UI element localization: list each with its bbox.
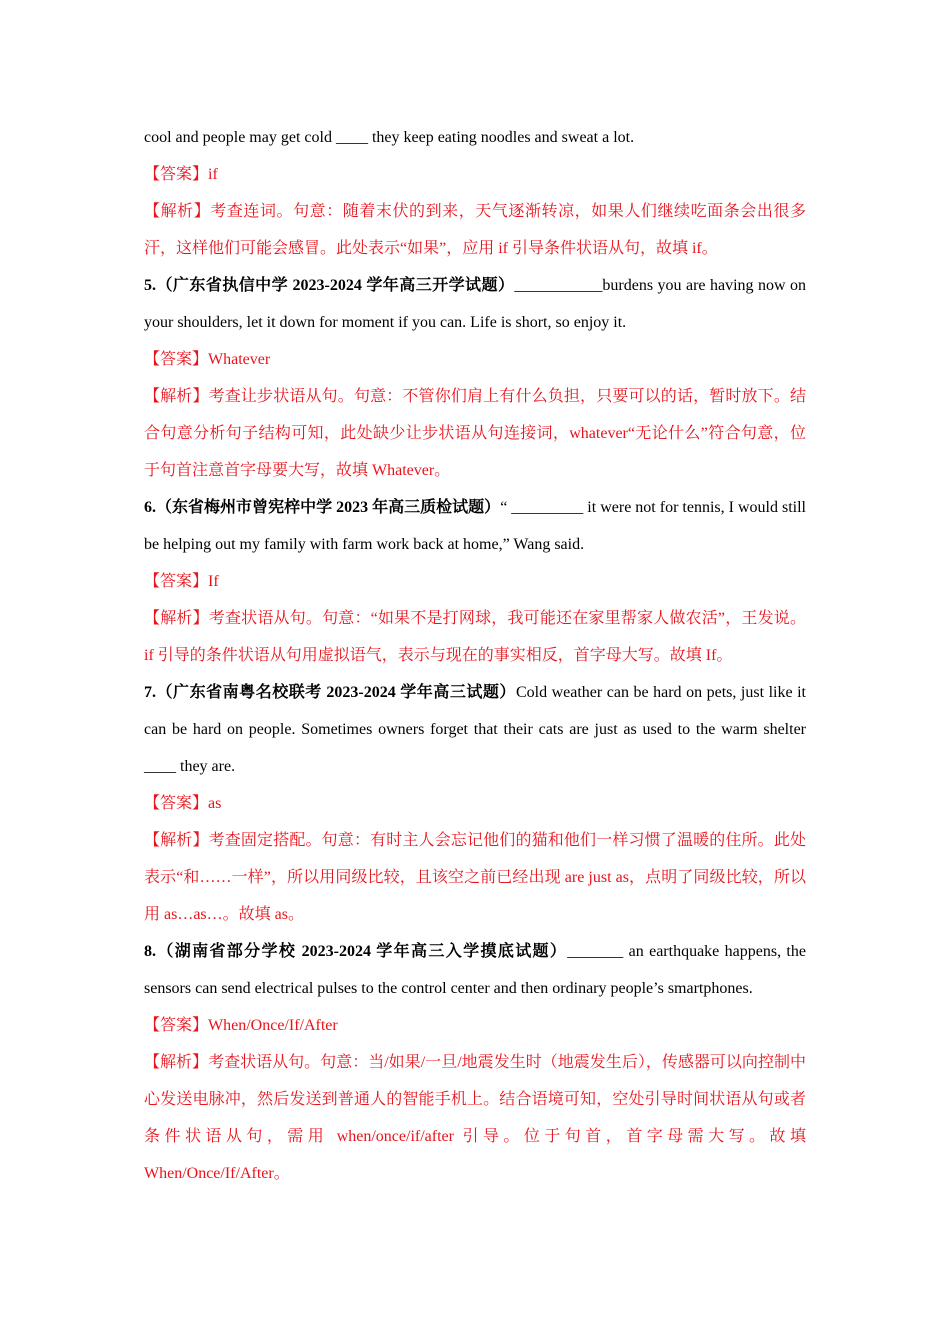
analysis-label: 【解析】	[144, 610, 209, 627]
answer-label: 【答案】	[144, 1017, 209, 1034]
question-number: 7.	[144, 684, 156, 701]
question-number: 8.	[144, 943, 156, 960]
q6-question	[144, 489, 806, 563]
q7-question	[144, 674, 806, 785]
q5-answer	[144, 341, 806, 378]
analysis-text: 考查连词。句意：随着末伏的到来，天气逐渐转凉，如果人们继续吃面条会出很多汗，这样他们可能会感冒。此处表示“如果”，应用 if 引导条件状语从句，故填 if。	[144, 203, 806, 257]
question-stem: Cold weather can be hard on pets, just like it can be hard on people. Sometimes owners forget that their cats are just as used to the warm shelter ____ they are.	[144, 684, 806, 775]
answer-label: 【答案】	[144, 795, 209, 812]
document-page	[144, 119, 806, 1192]
answer-text: Whatever	[208, 351, 271, 368]
analysis-text: 考查状语从句。句意：“如果不是打网球，我可能还在家里帮家人做农活”，王发说。if 引导的条件状语从句用虚拟语气，表示与现在的事实相反，首字母大写。故填 If。	[144, 610, 806, 664]
q7-analysis	[144, 822, 806, 933]
q8-answer	[144, 1007, 806, 1044]
q5-analysis	[144, 378, 806, 489]
analysis-text: 考查状语从句。句意：当/如果/一旦/地震发生时（地震发生后），传感器可以向控制中心发送电脉冲，然后发送到普通人的智能手机上。结合语境可知，空处引导时间状语从句或者条件状语从句，需用 when/once/if/after 引导。位于句首，首字母需大写。故填 When/Once/If/After。	[144, 1054, 806, 1182]
q6-analysis	[144, 600, 806, 674]
analysis-label: 【解析】	[144, 388, 209, 405]
analysis-label: 【解析】	[144, 832, 209, 849]
question-number: 6.	[144, 499, 156, 516]
answer-label: 【答案】	[144, 573, 209, 590]
answer-text: as	[208, 795, 222, 812]
question-stem: ___________burdens you are having now on your shoulders, let it down for moment if you can. Life is short, so enjoy it.	[144, 277, 806, 331]
answer-text: if	[208, 166, 218, 183]
q5-question	[144, 267, 806, 341]
q6-answer	[144, 563, 806, 600]
analysis-label: 【解析】	[144, 1054, 209, 1071]
analysis-text: 考查固定搭配。句意：有时主人会忘记他们的猫和他们一样习惯了温暖的住所。此处表示“和……一样”，所以用同级比较，且该空之前已经出现 are just as，点明了同级比较，所以用 as…as…。故填 as。	[144, 832, 806, 923]
question-stem: _______ an earthquake happens, the sensors can send electrical pulses to the control center and then ordinary people’s smartphones.	[144, 943, 806, 997]
question-source: （广东省南粤名校联考 2023-2024 学年高三试题）	[156, 684, 516, 701]
q8-analysis	[144, 1044, 806, 1192]
analysis-label: 【解析】	[144, 203, 211, 220]
q4-stem: cool and people may get cold ____ they keep eating noodles and sweat a lot.	[144, 129, 635, 146]
question-number: 5.	[144, 277, 156, 294]
question-source: （广东省执信中学 2023-2024 学年高三开学试题）	[156, 277, 515, 294]
question-source: （东省梅州市曾宪梓中学 2023 年高三质检试题）	[156, 499, 501, 516]
analysis-text: 考查让步状语从句。句意：不管你们肩上有什么负担，只要可以的话，暂时放下。结合句意分析句子结构可知，此处缺少让步状语从句连接词，whatever“无论什么”符合句意，位于句首注意首字母要大写，故填 Whatever。	[144, 388, 806, 479]
q7-answer	[144, 785, 806, 822]
question-stem: “ _________ it were not for tennis, I would still be helping out my family with farm work back at home,” Wang said.	[144, 499, 806, 553]
q4-answer	[144, 156, 806, 193]
answer-label: 【答案】	[144, 166, 209, 183]
answer-label: 【答案】	[144, 351, 209, 368]
q4-analysis	[144, 193, 806, 267]
q8-question	[144, 933, 806, 1007]
question-source: （湖南省部分学校 2023-2024 学年高三入学摸底试题）	[156, 943, 568, 960]
answer-text: When/Once/If/After	[208, 1017, 338, 1034]
answer-text: If	[208, 573, 219, 590]
